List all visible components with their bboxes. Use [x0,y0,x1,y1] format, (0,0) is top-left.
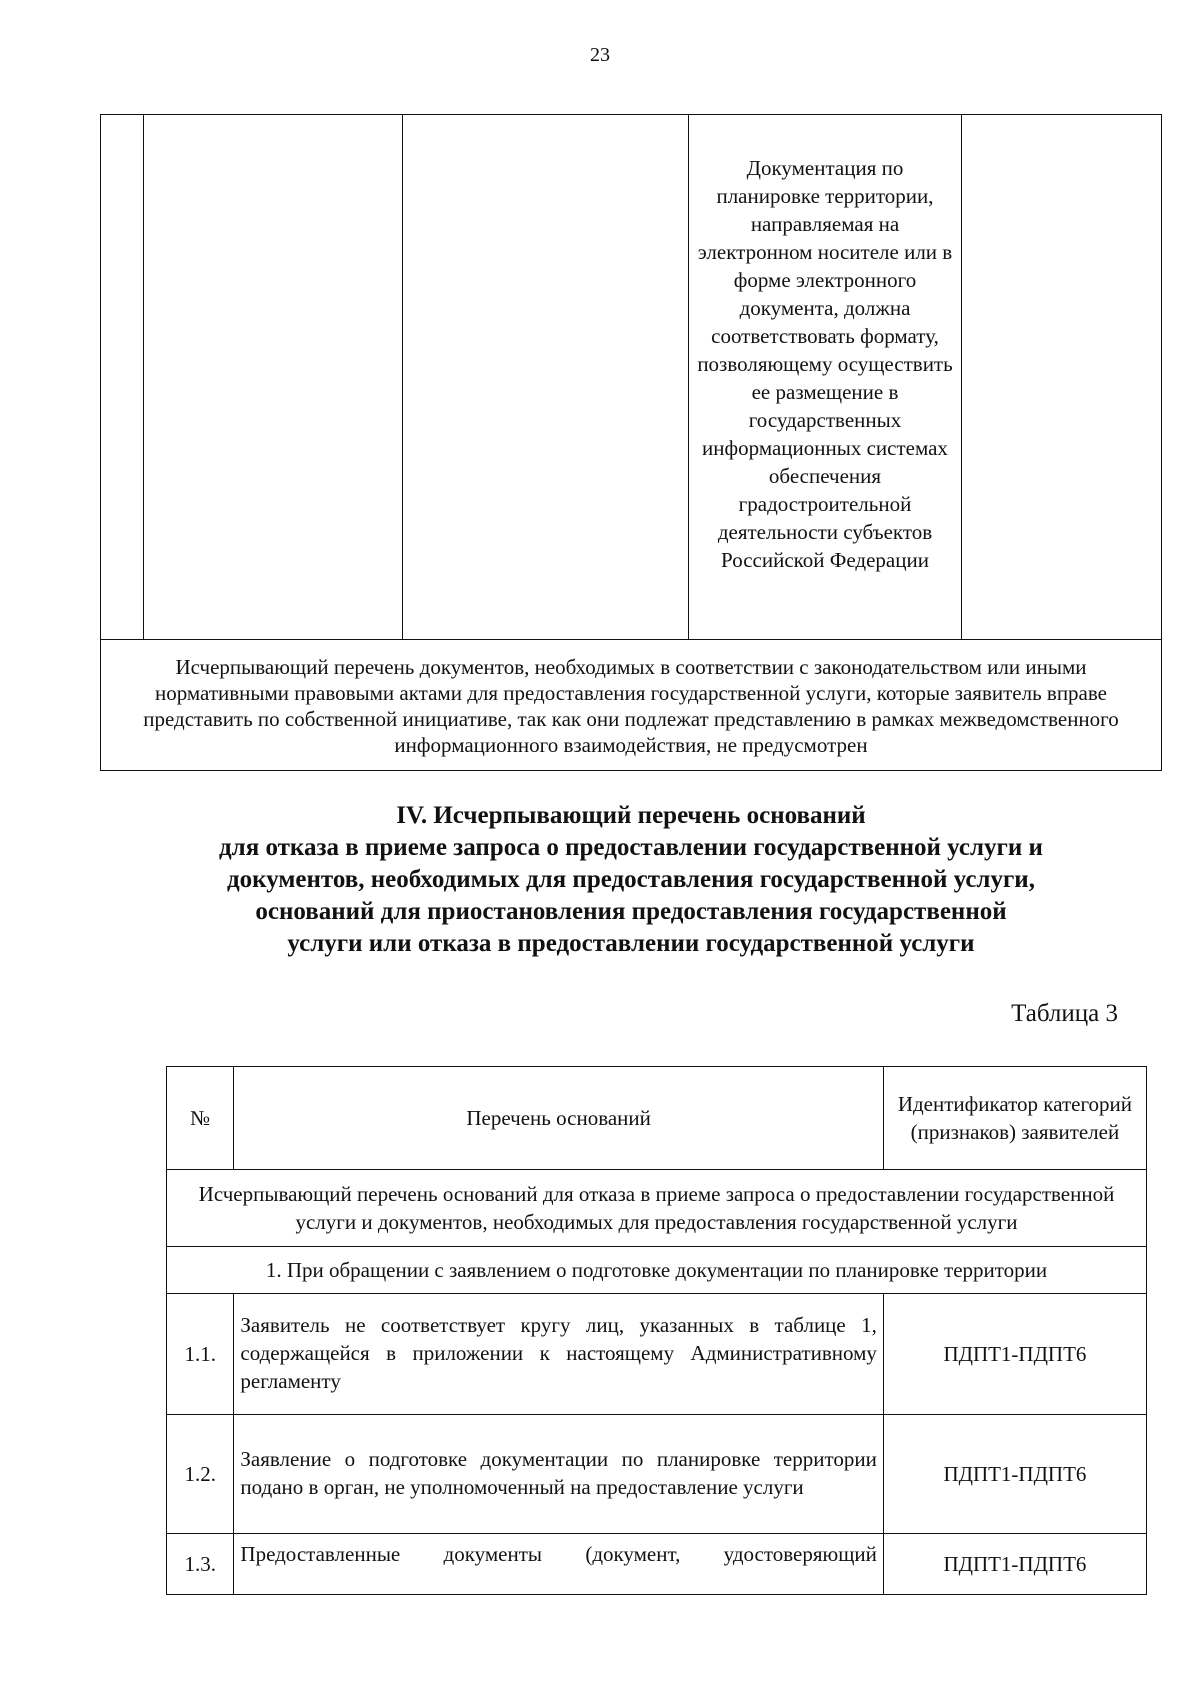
table-row [167,1534,1147,1595]
section-row-text: 1. При обращении с заявлением о подготовке документации по планировке территории [167,1247,1147,1294]
table-cell-empty [101,115,144,640]
doc-requirement-text: Документация по планировке территории, направляемая на электронном носителе или в форме электронного документа, должна соответствовать формату, позволяющему осуществить ее размещение в государственных информационных системах обеспечения градостроительной деятельности субъектов Российской Федерации [697,156,953,572]
row-text: Заявление о подготовке документации по планировке территории подано в орган, не уполномоченный на предоставление услуги [234,1415,883,1534]
heading-line: услуги или отказа в предоставлении государственной услуги [287,930,975,957]
row-text: Предоставленные документы (документ, удостоверяющий [234,1534,883,1595]
table-header-row [167,1067,1147,1170]
row-identifier: ПДПТ1-ПДПТ6 [883,1415,1146,1534]
row-number: 1.2. [167,1415,234,1534]
section-heading [100,800,1162,960]
table-row [167,1247,1147,1294]
table-row [167,1415,1147,1534]
table-row [167,1170,1147,1247]
heading-line: документов, необходимых для предоставления государственной услуги, [227,866,1035,893]
heading-line: оснований для приостановления предоставления государственной [255,898,1007,925]
row-identifier: ПДПТ1-ПДПТ6 [883,1534,1146,1595]
note-text: Исчерпывающий перечень документов, необходимых в соответствии с законодательством или иными нормативными правовыми актами для предоставления государственной услуги, которые заявитель вправе представить по собственной инициативе, так как они подлежат представлению в рамках межведомственного информационного взаимодействия, не предусмотрен [143,655,1119,757]
table-cell-empty [144,115,403,640]
heading-line: для отказа в приеме запроса о предоставлении государственной услуги и [219,834,1043,861]
header-id: Идентификатор категорий (признаков) заявителей [883,1067,1146,1170]
table-cell-empty [962,115,1162,640]
heading-line: IV. Исчерпывающий перечень оснований [396,802,866,829]
table-cell-doc-requirement [689,115,962,640]
table-row [101,640,1162,771]
table-row [101,115,1162,640]
row-number: 1.3. [167,1534,234,1595]
refusal-grounds-table [166,1066,1147,1595]
documents-table-continuation [100,114,1162,771]
row-identifier: ПДПТ1-ПДПТ6 [883,1294,1146,1415]
row-text: Заявитель не соответствует кругу лиц, указанных в таблице 1, содержащейся в приложении к настоящему Административному регламенту [234,1294,883,1415]
row-number: 1.1. [167,1294,234,1415]
header-num: № [167,1067,234,1170]
table-cell-note [101,640,1162,771]
header-name: Перечень оснований [234,1067,883,1170]
span-row-text: Исчерпывающий перечень оснований для отказа в приеме запроса о предоставлении государственной услуги и документов, необходимых для предоставления государственной услуги [167,1170,1147,1247]
table-cell-empty [403,115,689,640]
table-caption: Таблица 3 [1011,1000,1118,1027]
page-number: 23 [590,44,610,66]
table-row [167,1294,1147,1415]
